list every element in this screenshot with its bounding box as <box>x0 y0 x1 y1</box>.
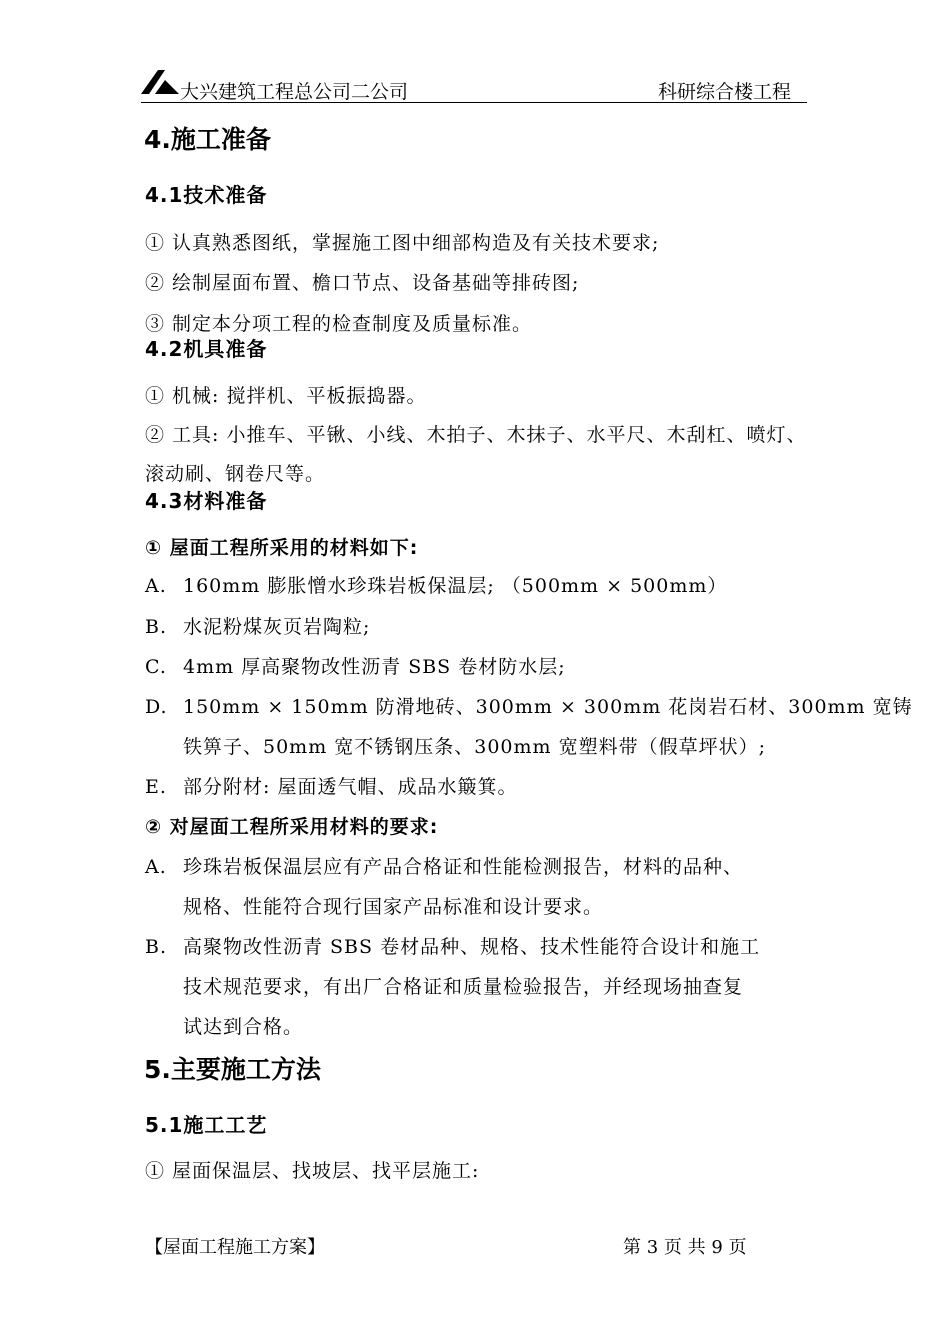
list-item: 珍珠岩板保温层应有产品合格证和性能检测报告，材料的品种、 <box>183 856 744 878</box>
list-label: B. <box>145 936 168 958</box>
list-item-continuation: 铁箅子、50mm 宽不锈钢压条、300mm 宽塑料带（假草坪状）; <box>183 736 766 758</box>
list-item: 部分附材: 屋面透气帽、成品水簸箕。 <box>183 776 518 798</box>
section-4-2-heading: 4.2机具准备 <box>145 337 268 361</box>
list-item-continuation: 技术规范要求，有出厂合格证和质量检验报告，并经现场抽查复 <box>183 976 744 998</box>
header-company-name: 大兴建筑工程总公司二公司 <box>180 81 409 103</box>
list-label: D. <box>145 696 168 718</box>
list-label: E. <box>145 776 167 798</box>
footer-page-info: 第 3 页 共 9 页 <box>623 1237 747 1258</box>
list-label: A. <box>145 575 167 597</box>
section-5-heading: 5.主要施工方法 <box>144 1055 321 1084</box>
section-4-1-heading: 4.1技术准备 <box>145 183 268 207</box>
list-item: 高聚物改性沥青 SBS 卷材品种、规格、技术性能符合设计和施工 <box>183 936 761 958</box>
list-item: ③ 制定本分项工程的检查制度及质量标准。 <box>145 313 533 335</box>
list-item: ① 屋面保温层、找坡层、找平层施工: <box>145 1160 480 1182</box>
list-item: 水泥粉煤灰页岩陶粒; <box>183 616 371 638</box>
company-logo <box>141 68 181 98</box>
list-item-continuation: 规格、性能符合现行国家产品标准和设计要求。 <box>183 896 604 918</box>
list-item-continuation: 试达到合格。 <box>183 1016 304 1038</box>
header-divider <box>141 102 807 103</box>
list-label: A. <box>145 856 167 878</box>
list-label: C. <box>145 656 167 678</box>
list-item: 滚动刷、钢卷尺等。 <box>145 463 326 485</box>
requirements-subheading: ② 对屋面工程所采用材料的要求: <box>145 816 439 838</box>
list-item: ① 机械: 搅拌机、平板振捣器。 <box>145 385 427 407</box>
list-item: 150mm × 150mm 防滑地砖、300mm × 300mm 花岗岩石材、300mm 宽铸 <box>183 696 913 718</box>
section-4-heading: 4.施工准备 <box>144 125 271 154</box>
list-item: ① 认真熟悉图纸，掌握施工图中细部构造及有关技术要求; <box>145 232 660 254</box>
footer-doc-title: 【屋面工程施工方案】 <box>145 1237 325 1258</box>
section-4-3-heading: 4.3材料准备 <box>145 489 268 513</box>
list-label: B. <box>145 616 168 638</box>
materials-subheading: ① 屋面工程所采用的材料如下: <box>145 537 419 559</box>
list-item: 160mm 膨胀憎水珍珠岩板保温层; （500mm × 500mm） <box>183 575 728 597</box>
header-project-name: 科研综合楼工程 <box>658 81 792 103</box>
section-5-1-heading: 5.1施工工艺 <box>145 1113 268 1137</box>
list-item: ② 工具: 小推车、平锹、小线、木拍子、木抹子、水平尺、木刮杠、喷灯、 <box>145 424 807 446</box>
list-item: ② 绘制屋面布置、檐口节点、设备基础等排砖图; <box>145 272 580 294</box>
list-item: 4mm 厚高聚物改性沥青 SBS 卷材防水层; <box>183 656 566 678</box>
